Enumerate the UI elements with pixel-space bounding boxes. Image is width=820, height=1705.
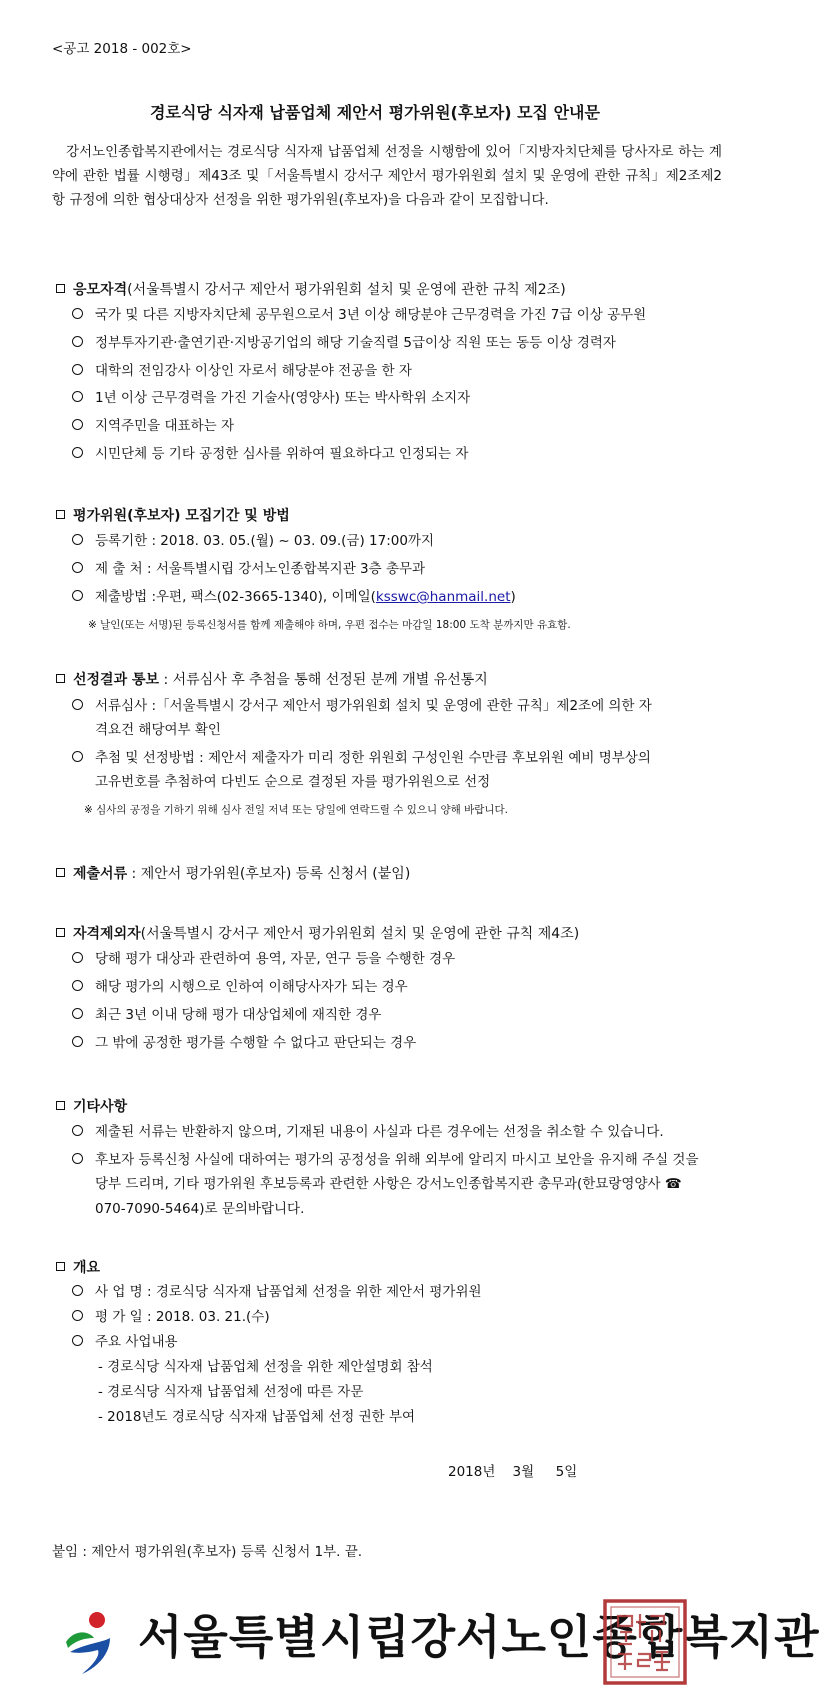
official-seal: [600, 1596, 690, 1688]
list-item: 주요 사업내용: [72, 1333, 178, 1351]
list-item: 시민단체 등 기타 공정한 심사를 위하여 필요하다고 인정되는 자: [72, 445, 468, 463]
list-item: 그 밖에 공정한 평가를 수행할 수 없다고 판단되는 경우: [72, 1034, 416, 1052]
list-item: 대학의 전임강사 이상인 자로서 해당분야 전공을 한 자: [72, 362, 412, 380]
circle-bullet-icon: [72, 590, 83, 601]
sub-item: - 2018년도 경로식당 식자재 납품업체 선정 권한 부여: [98, 1409, 416, 1425]
sub-item: - 경로식당 식자재 납품업체 선정을 위한 제안설명회 참석: [98, 1359, 433, 1375]
list-item: 제 출 처 : 서울특별시립 강서노인종합복지관 3층 총무과: [72, 560, 425, 578]
list-item-continued: 격요건 해당여부 확인: [95, 722, 221, 738]
circle-bullet-icon: [72, 1335, 83, 1346]
square-bullet-icon: [56, 928, 65, 937]
square-bullet-icon: [56, 510, 65, 519]
circle-bullet-icon: [72, 1285, 83, 1296]
circle-bullet-icon: [72, 447, 83, 458]
circle-bullet-icon: [72, 562, 83, 573]
list-item: 국가 및 다른 지방자치단체 공무원으로서 3년 이상 해당분야 근무경력을 가진 7급 이상 공무원: [72, 306, 646, 324]
circle-bullet-icon: [72, 419, 83, 430]
circle-bullet-icon: [72, 391, 83, 402]
circle-bullet-icon: [72, 1153, 83, 1164]
section-eligibility-heading: 응모자격(서울특별시 강서구 제안서 평가위원회 설치 및 운영에 관한 규칙 제2조): [56, 279, 566, 299]
page-title: 경로식당 식자재 납품업체 제안서 평가위원(후보자) 모집 안내문: [150, 103, 600, 122]
list-item: 사 업 명 : 경로식당 식자재 납품업체 선정을 위한 제안서 평가위원: [72, 1283, 482, 1301]
email-link[interactable]: ksswc@hanmail.net: [375, 589, 511, 605]
attachment-note: 붙임 : 제안서 평가위원(후보자) 등록 신청서 1부. 끝.: [52, 1544, 363, 1560]
circle-bullet-icon: [72, 1310, 83, 1321]
circle-bullet-icon: [72, 751, 83, 762]
list-item: 지역주민을 대표하는 자: [72, 417, 234, 435]
note: ※ 심사의 공정을 기하기 위해 심사 전일 저녁 또는 당일에 연락드릴 수 있으니 양해 바랍니다.: [84, 804, 509, 816]
note: ※ 날인(또는 서명)된 등록신청서를 함께 제출해야 하며, 우편 접수는 마감일 18:00 도착 분까지만 유효함.: [88, 619, 571, 631]
square-bullet-icon: [56, 1262, 65, 1271]
circle-bullet-icon: [72, 1125, 83, 1136]
document-date: 2018년 3월 5일: [448, 1464, 578, 1480]
circle-bullet-icon: [72, 952, 83, 963]
list-item-continued: 고유번호를 추첨하여 다빈도 순으로 결정된 자를 평가위원으로 선정: [95, 774, 491, 790]
section-overview-heading: 개요: [56, 1257, 100, 1277]
list-item: 평 가 일 : 2018. 03. 21.(수): [72, 1308, 270, 1326]
intro-paragraph: 강서노인종합복지관에서는 경로식당 식자재 납품업체 선정을 시행함에 있어「지방자치단체를 당사자로 하는 계약에 관한 법률 시행령」제43조 및「서울특별시 강서구 제안서 평가위원회 설치 및 운영에 관한 규칙」제2조제2항 규정에 의한 협상대상자 선정을 위한 평가위원(후보자)을 다음과 같이 모집합니다.: [52, 144, 722, 208]
list-item: 당해 평가 대상과 관련하여 용역, 자문, 연구 등을 수행한 경우: [72, 950, 455, 968]
square-bullet-icon: [56, 674, 65, 683]
circle-bullet-icon: [72, 980, 83, 991]
circle-bullet-icon: [72, 534, 83, 545]
circle-bullet-icon: [72, 1008, 83, 1019]
square-bullet-icon: [56, 868, 65, 877]
list-item-continued: 당부 드리며, 기타 평가위원 후보등록과 관련한 사항은 강서노인종합복지관 총무과(한묘랑영양사 ☎: [95, 1176, 682, 1192]
circle-bullet-icon: [72, 308, 83, 319]
organization-logo: [60, 1608, 126, 1680]
circle-bullet-icon: [72, 699, 83, 710]
section-recruitment-heading: 평가위원(후보자) 모집기간 및 방법: [56, 505, 290, 525]
list-item: 후보자 등록신청 사실에 대하여는 평가의 공정성을 위해 외부에 알리지 마시고 보안을 유지해 주실 것을: [72, 1151, 699, 1169]
section-result-heading: 선정결과 통보 : 서류심사 후 추첨을 통해 선정된 분께 개별 유선통지: [56, 669, 488, 689]
square-bullet-icon: [56, 1101, 65, 1110]
square-bullet-icon: [56, 284, 65, 293]
list-item: 정부투자기관·출연기관·지방공기업의 해당 기술직렬 5급이상 직원 또는 동등 이상 경력자: [72, 334, 616, 352]
list-item: 최근 3년 이내 당해 평가 대상업체에 재직한 경우: [72, 1006, 381, 1024]
list-item: 추첨 및 선정방법 : 제안서 제출자가 미리 정한 위원회 구성인원 수만큼 후보위원 예비 명부상의: [72, 749, 651, 767]
section-documents-heading: 제출서류 : 제안서 평가위원(후보자) 등록 신청서 (붙임): [56, 863, 410, 883]
list-item: 제출방법 :우편, 팩스(02-3665-1340), 이메일(ksswc@hanmail.net): [72, 588, 516, 606]
list-item-continued: 070-7090-5464)로 문의바랍니다.: [95, 1201, 305, 1217]
circle-bullet-icon: [72, 364, 83, 375]
list-item: 등록기한 : 2018. 03. 05.(월) ~ 03. 09.(금) 17:00까지: [72, 532, 434, 550]
list-item: 해당 평가의 시행으로 인하여 이해당사자가 되는 경우: [72, 978, 408, 996]
organization-name: 서울특별시립강서노인종합복지관: [138, 1610, 820, 1664]
section-other-heading: 기타사항: [56, 1096, 127, 1116]
list-item: 1년 이상 근무경력을 가진 기술사(영양사) 또는 박사학위 소지자: [72, 389, 470, 407]
section-exclusion-heading: 자격제외자(서울특별시 강서구 제안서 평가위원회 설치 및 운영에 관한 규칙 제4조): [56, 923, 579, 943]
notice-number: <공고 2018 - 002호>: [52, 41, 192, 57]
circle-bullet-icon: [72, 1036, 83, 1047]
list-item: 제출된 서류는 반환하지 않으며, 기재된 내용이 사실과 다른 경우에는 선정을 취소할 수 있습니다.: [72, 1123, 664, 1141]
sub-item: - 경로식당 식자재 납품업체 선정에 따른 자문: [98, 1384, 364, 1400]
list-item: 서류심사 :「서울특별시 강서구 제안서 평가위원회 설치 및 운영에 관한 규칙」제2조에 의한 자: [72, 697, 652, 715]
circle-bullet-icon: [72, 336, 83, 347]
